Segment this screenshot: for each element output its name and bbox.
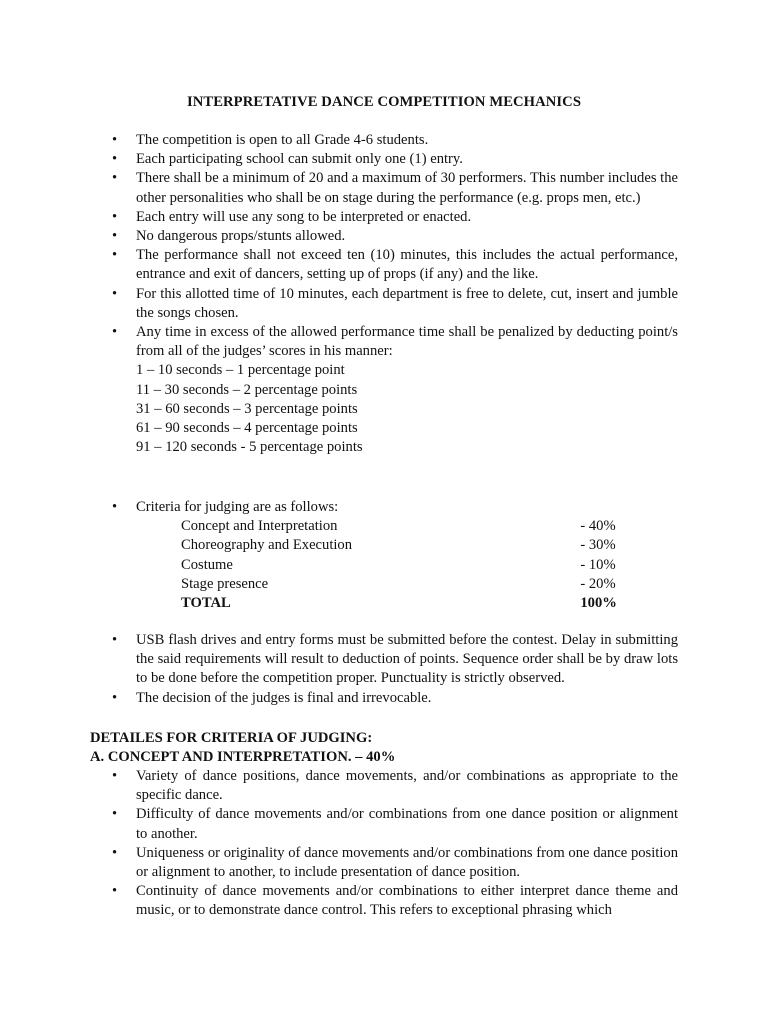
bullet-icon: • <box>112 499 118 515</box>
list-item: • Each participating school can submit only one (1) entry. <box>90 150 678 169</box>
list-item <box>90 498 678 613</box>
penalty-line: 91 – 120 seconds - 5 percentage points <box>136 439 363 456</box>
table-row: Choreography and Execution - 30% <box>181 537 616 554</box>
list-item: • USB flash drives and entry forms must be submitted before the contest. Delay in submitting the said requirements will result to deduction of points. Sequence order shall be by draw lots to be done before the competition proper. Punctuality is strictly observed. <box>112 632 678 687</box>
penalty-line: 61 – 90 seconds – 4 percentage points <box>136 420 358 437</box>
list-item: • Each entry will use any song to be interpreted or enacted. <box>90 208 678 227</box>
penalty-line: 1 – 10 seconds – 1 percentage point <box>136 362 345 379</box>
list-item: • Any time in excess of the allowed performance time shall be penalized by deducting point/s from all of the judges’ scores in his manner: 1 – 10 seconds – 1 percentage point 11 – 30 seconds – 2 percentage points 31 – 60 seconds – 3 percentage points 61 – 90 seconds – 4 percentage points 91 – 120 seconds - 5 percentage points <box>90 323 678 457</box>
bullet-icon: • <box>112 844 118 861</box>
criteria-bullet-list <box>90 498 678 613</box>
section-a-heading: A. CONCEPT AND INTERPRETATION. – 40% <box>90 749 396 765</box>
main-bullet-list <box>90 131 678 457</box>
table-row: Costume - 10% <box>181 556 616 573</box>
list-item: • Variety of dance positions, dance movements, and/or combinations as appropriate to the specific dance. <box>112 768 678 804</box>
list-item: • The competition is open to all Grade 4-6 students. <box>90 131 678 150</box>
penalty-line: 31 – 60 seconds – 3 percentage points <box>136 400 358 417</box>
list-item: • There shall be a minimum of 20 and a maximum of 30 performers. This number includes the other personalities who shall be on stage during the performance (e.g. props men, etc.) <box>112 170 678 206</box>
list-item: • No dangerous props/stunts allowed. <box>90 227 678 246</box>
penalty-line: 11 – 30 seconds – 2 percentage points <box>136 381 358 398</box>
table-row-total: TOTAL 100% <box>181 595 617 612</box>
bullet-icon: • <box>112 324 118 341</box>
bullet-icon: • <box>112 247 118 264</box>
table-row: Concept and Interpretation - 40% <box>181 518 616 535</box>
list-item: • The performance shall not exceed ten (10) minutes, this includes the actual performance, entrance and exit of dancers, setting up of props (if any) and the like. <box>112 247 678 283</box>
list-item: • Continuity of dance movements and/or combinations to either interpret dance theme and music, or to demonstrate dance control. This refers to exceptional phrasing which <box>112 883 678 919</box>
criteria-table <box>181 517 723 613</box>
bullet-icon: • <box>112 632 118 648</box>
list-item: • The decision of the judges is final and irrevocable. <box>90 689 678 708</box>
bullet-icon: • <box>112 285 118 302</box>
bullet-icon: • <box>112 132 118 148</box>
bullet-icon: • <box>112 208 118 225</box>
section-a-bullet-list <box>90 767 678 921</box>
bullet-icon: • <box>112 151 118 168</box>
criteria-intro: Criteria for judging are as follows: <box>136 499 339 515</box>
bullet-icon: • <box>112 228 118 245</box>
bullet-icon: • <box>112 170 118 187</box>
list-item: • For this allotted time of 10 minutes, each department is free to delete, cut, insert and jumble the songs chosen. <box>112 285 678 321</box>
list-item: • Uniqueness or originality of dance movements and/or combinations from one dance position or alignment to another, to include presentation of dance position. <box>112 844 678 881</box>
submission-bullet-list <box>90 631 678 708</box>
bullet-icon: • <box>112 806 118 823</box>
bullet-icon: • <box>112 689 118 706</box>
bullet-icon: • <box>112 883 118 900</box>
details-heading: DETAILES FOR CRITERIA OF JUDGING: <box>90 730 373 746</box>
page-title: INTERPRETATIVE DANCE COMPETITION MECHANICS <box>186 94 582 110</box>
bullet-icon: • <box>112 768 118 784</box>
list-item: • Difficulty of dance movements and/or combinations from one dance position or alignment to another. <box>112 806 678 842</box>
table-row: Stage presence - 20% <box>181 575 616 592</box>
